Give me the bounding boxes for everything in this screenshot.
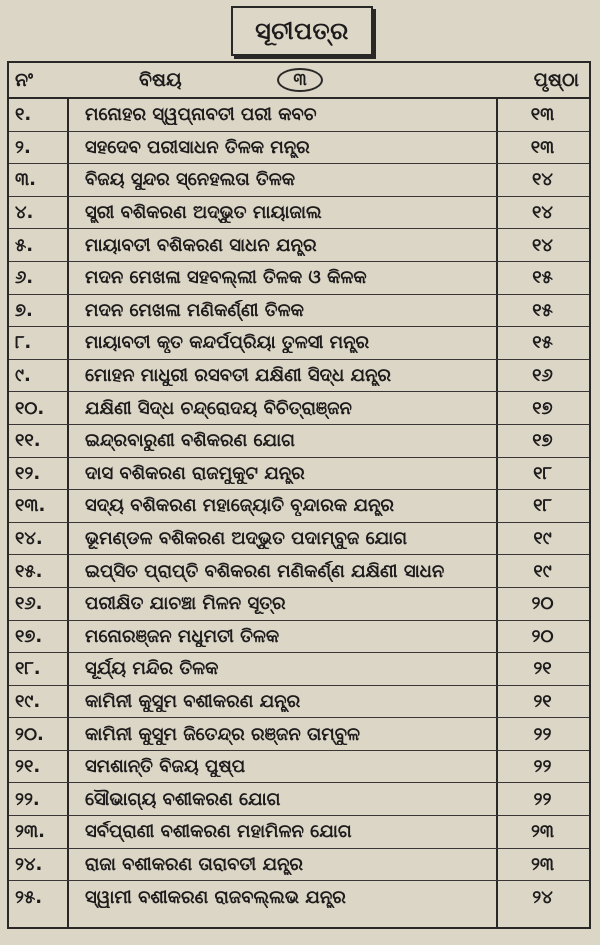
entry-number: ୨୪. [15, 853, 43, 875]
entry-page: ୨୩ [530, 821, 555, 843]
entry-page: ୧୬ [532, 365, 553, 387]
entry-title: ଇପ୍ସିତ ପ୍ରାପ୍ତି ବଶିକରଣ ମଣିକର୍ଣ୍ଣ ଯକ୍ଷିଣୀ ସାଧନ [85, 560, 445, 582]
table-row [9, 490, 589, 523]
entry-page: ୧୩ [530, 136, 555, 158]
entry-title: ରାଜା ବଶୀକରଣ ତାରାବତୀ ଯନ୍ତ୍ର [85, 853, 304, 875]
table-row [9, 229, 589, 262]
entry-number: ୨୦. [15, 723, 44, 745]
contents-table [7, 61, 591, 929]
entry-title: ମାୟାବତୀ କୃତ କନ୍ଦର୍ପପ୍ରିୟା ତୁଳସୀ ମନ୍ତ୍ର [85, 332, 370, 354]
table-row [9, 718, 589, 751]
table-row [9, 816, 589, 849]
entry-page: ୧୯ [533, 560, 552, 582]
table-row [9, 99, 589, 132]
entry-page: ୧୪ [532, 169, 553, 191]
entry-number: ୧୪. [15, 528, 43, 550]
entry-number: ୧୧. [15, 430, 41, 452]
entry-number: ୧୮. [15, 658, 41, 680]
table-row [9, 849, 589, 882]
entry-title: ଯକ୍ଷିଣୀ ସିଦ୍ଧ ଚନ୍ଦ୍ରୋଦୟ ବିଚିତ୍ରାଞ୍ଜନ [85, 397, 352, 419]
entry-page: ୧୪ [532, 202, 553, 224]
entry-number: ୮. [15, 332, 32, 354]
entry-title: ଦାସ ବଶିକରଣ ରାଜମୁକୁଟ ଯନ୍ତ୍ର [85, 462, 305, 484]
table-row [9, 197, 589, 230]
entry-title: ମଦନ ମେଖଳା ସହବଲ୍ଲୀ ତିଳକ ଓ କିଳକ [85, 267, 367, 289]
entry-title: ସହଦେବ ପରୀସାଧନ ତିଳକ ମନ୍ତ୍ର [85, 136, 310, 158]
entry-number: ୪. [15, 202, 34, 224]
entry-number: ୫. [15, 234, 34, 256]
entry-title: ମଦନ ମେଖଳା ମଣିକର୍ଣ୍ଣୀ ତିଳକ [85, 299, 304, 321]
table-row [9, 751, 589, 784]
entry-title: ସ୍ୱାମୀ ବଶୀକରଣ ରାଜବଲ୍ଲଭ ଯନ୍ତ୍ର [85, 887, 346, 909]
entry-page: ୨୩ [530, 853, 555, 875]
table-row [9, 295, 589, 328]
title-area [0, 0, 600, 62]
entry-number: ୧. [15, 104, 32, 126]
entry-title: ପରୀକ୍ଷିତ ଯାଚଞ୍ଚା ମିଳନ ସୂତ୍ର [85, 593, 286, 615]
entry-page: ୧୫ [532, 299, 553, 321]
entry-title: ସର୍ବପ୍ରାଣୀ ବଶୀକରଣ ମହାମିଳନ ଯୋଗ [85, 821, 352, 843]
table-row [9, 458, 589, 491]
entry-title: ମାୟାବତୀ ବଶିକରଣ ସାଧନ ଯନ୍ତ୍ର [85, 234, 317, 256]
table-row [9, 164, 589, 197]
table-row [9, 621, 589, 654]
entry-title: ସୌଭାଗ୍ୟ ବଶୀକରଣ ଯୋଗ [85, 788, 281, 810]
table-row [9, 686, 589, 719]
entry-number: ୧୨. [15, 462, 41, 484]
entry-page: ୧୯ [533, 528, 552, 550]
entry-page: ୧୫ [532, 332, 553, 354]
entry-page: ୨୨ [533, 756, 552, 778]
entry-number: ୧୯. [15, 690, 41, 712]
entry-page: ୧୭ [532, 397, 553, 419]
page-title: ସୂଚୀପତ୍ର [231, 6, 373, 56]
entry-title: ମନୋରଞ୍ଜନ ମଧୁମତୀ ତିଳକ [85, 625, 280, 647]
table-row [9, 360, 589, 393]
entry-page: ୨୦ [531, 593, 554, 615]
table-row [9, 262, 589, 295]
entry-number: ୧୬. [15, 593, 43, 615]
entry-title: କାମିନୀ କୁସୁମ ଜିତେନ୍ଦ୍ର ରଞ୍ଜନ ତାମ୍ବୁଳ [85, 723, 361, 745]
entry-title: ବିଜୟ ସୁନ୍ଦର ସ୍ନେହଲତା ତିଳକ [85, 169, 296, 191]
number-column-header: ନଂ [15, 69, 33, 91]
table-row [9, 881, 589, 914]
entry-title: ସ୍ତ୍ରୀ ବଶିକରଣ ଅଦ୍ଭୁତ ମାୟାଜାଲ [85, 202, 322, 224]
entry-page: ୨୦ [531, 625, 554, 647]
page-number-marker: ୩ [277, 68, 323, 92]
entry-page: ୧୫ [532, 267, 553, 289]
subject-column-header: ବିଷୟ [139, 69, 182, 91]
table-row [9, 132, 589, 165]
table-header [9, 63, 589, 99]
entry-page: ୧୩ [530, 104, 555, 126]
entry-title: ଇନ୍ଦ୍ରବାରୁଣୀ ବଶିକରଣ ଯୋଗ [85, 430, 295, 452]
entry-title: ଭୂମଣ୍ଡଳ ବଶିକରଣ ଅଦ୍ଭୁତ ପଦାମ୍ବୁଜ ଯୋଗ [85, 528, 408, 550]
table-row [9, 523, 589, 556]
table-row [9, 392, 589, 425]
entry-page: ୧୮ [533, 495, 552, 517]
entry-page: ୧୪ [532, 234, 553, 256]
entry-number: ୨୧. [15, 756, 41, 778]
entry-page: ୨୨ [533, 723, 552, 745]
entry-title: ସମଶାନ୍ତି ବିଜୟ ପୁଷ୍ପ [85, 756, 246, 778]
entry-number: ୨. [15, 136, 31, 158]
entry-title: ସୂର୍ଯ୍ୟ ମନ୍ଦିର ତିଳକ [85, 658, 219, 680]
entry-page: ୨୪ [532, 887, 553, 909]
entry-number: ୧୦. [15, 397, 45, 419]
table-row [9, 653, 589, 686]
table-body [9, 99, 589, 914]
entry-title: ମନୋହର ସ୍ୱପ୍ନାବତୀ ପରୀ କବଚ [85, 104, 317, 126]
entry-number: ୧୫. [15, 560, 43, 582]
entry-page: ୧୭ [532, 430, 553, 452]
entry-page: ୨୧ [533, 690, 552, 712]
entry-number: ୧୭. [15, 625, 43, 647]
page-column-header: ପୃଷ୍ଠା [533, 69, 579, 91]
entry-title: ମୋହନ ମାଧୁରୀ ରସବତୀ ଯକ୍ଷିଣୀ ସିଦ୍ଧ ଯନ୍ତ୍ର [85, 365, 392, 387]
entry-number: ୭. [15, 299, 33, 321]
entry-page: ୧୮ [533, 462, 552, 484]
table-row [9, 555, 589, 588]
entry-page: ୨୧ [533, 658, 552, 680]
entry-number: ୨୫. [15, 887, 43, 909]
entry-title: ସଦ୍ୟ ବଶିକରଣ ମହାଜ୍ୟୋତି ବୃନ୍ଦାରକ ଯନ୍ତ୍ର [85, 495, 395, 517]
table-row [9, 327, 589, 360]
entry-number: ୨୩. [15, 821, 45, 843]
entry-number: ୩. [15, 169, 36, 191]
entry-number: ୧୩. [15, 495, 46, 517]
entry-number: ୬. [15, 267, 34, 289]
table-row [9, 425, 589, 458]
entry-title: କାମିନୀ କୁସୁମ ବଶୀକରଣ ଯନ୍ତ୍ର [85, 690, 301, 712]
entry-page: ୨୨ [533, 788, 552, 810]
entry-number: ୯. [15, 365, 31, 387]
table-row [9, 588, 589, 621]
table-row [9, 783, 589, 816]
entry-number: ୨୨. [15, 788, 40, 810]
